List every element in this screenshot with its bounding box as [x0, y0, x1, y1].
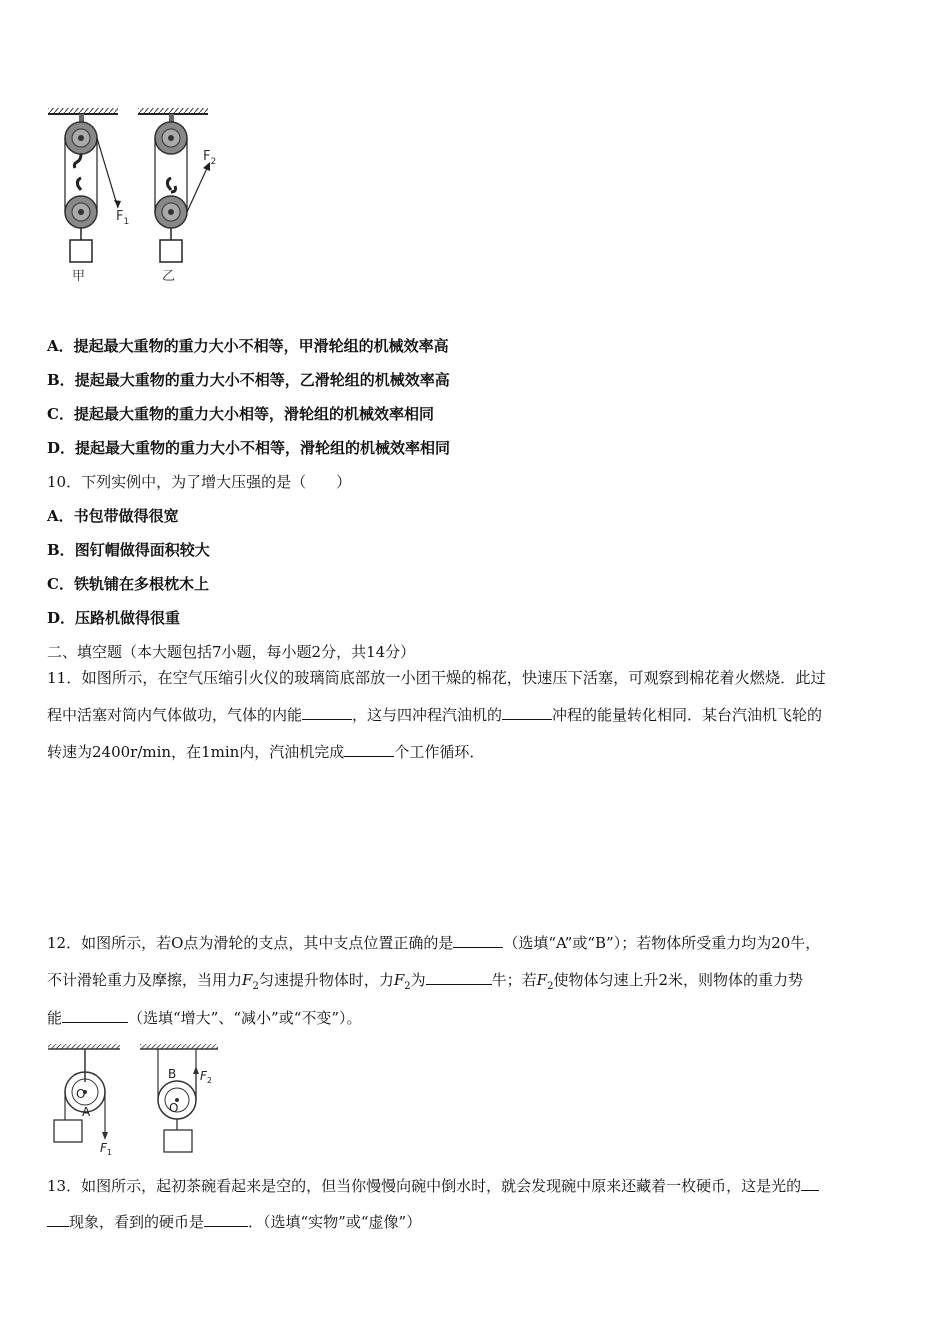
q13-blank-2[interactable] [204, 1212, 248, 1227]
movable-pulley-right [140, 1044, 218, 1152]
q11-blank-2[interactable] [502, 705, 552, 720]
q12-line-1: 12．如图所示，若O点为滑轮的支点，其中支点位置正确的是 （选填“A”或“B”）；若物体所受重力均为20牛， [47, 934, 821, 952]
q9-option-b: B．提起最大重物的重力大小不相等，乙滑轮组的机械效率高 [47, 371, 450, 389]
q12-blank-3[interactable] [62, 1008, 128, 1023]
q11-blank-3[interactable] [344, 742, 394, 757]
q13-line-2: 现象，看到的硬币是 ．（选填“实物”或“虚像”） [47, 1212, 421, 1232]
label-o-left: O [76, 1087, 86, 1101]
pulley-figure-2 [40, 1040, 240, 1160]
q13-line-1: 13．如图所示，起初茶碗看起来是空的，但当你慢慢向碗中倒水时，就会发现碗中原来还藏着一枚硬币，这是光的 [47, 1176, 819, 1196]
q9-option-d: D．提起最大重物的重力大小不相等，滑轮组的机械效率相同 [47, 439, 451, 457]
force-f1-label-fig2: $F_1$ [100, 1141, 112, 1157]
force-f2-label: $F_2$ [203, 149, 217, 167]
pulley-system-yi [155, 114, 216, 284]
fixed-pulley-left [48, 1044, 120, 1157]
pulley-figure-1 [40, 100, 240, 315]
q11-line-1: 11．如图所示，在空气压缩引火仪的玻璃筒底部放一小团干燥的棉花，快速压下活塞，可观察到棉花着火燃烧．此过 [47, 669, 826, 687]
label-o-right: O [169, 1101, 179, 1115]
ceiling-left [48, 108, 118, 114]
q9-option-a: A．提起最大重物的重力大小不相等，甲滑轮组的机械效率高 [47, 337, 449, 355]
section-2-heading: 二、填空题（本大题包括7小题，每小题2分，共14分） [47, 643, 416, 661]
q10-option-a: A．书包带做得很宽 [47, 507, 179, 525]
q12-line-2: 不计滑轮重力及摩擦，当用力$F_2$匀速提升物体时，力$F_2$为 牛；若$F_2$使物体匀速上升2米，则物体的重力势 [47, 971, 803, 992]
q12-blank-1[interactable] [453, 933, 503, 948]
q10-stem: 10．下列实例中，为了增大压强的是（ ） [47, 473, 352, 491]
q11-line-2: 程中活塞对筒内气体做功，气体的内能 ，这与四冲程汽油机的 冲程的能量转化相同．某台汽油机飞轮的 [47, 706, 823, 724]
q11-blank-1[interactable] [302, 705, 352, 720]
force-f2-label-fig2: $F_2$ [200, 1069, 212, 1085]
label-yi: 乙 [162, 269, 176, 284]
label-jia: 甲 [72, 269, 86, 284]
force-f1-label: $F_1$ [116, 209, 130, 227]
q13-blank-1b[interactable] [47, 1212, 69, 1227]
q11-line-3: 转速为2400r/min，在1min内，汽油机完成 个工作循环． [47, 743, 485, 761]
label-a: A [82, 1105, 91, 1119]
label-b: B [168, 1067, 177, 1081]
q10-option-b: B．图钉帽做得面积较大 [47, 541, 210, 559]
q12-blank-2[interactable] [426, 970, 492, 985]
ceiling-right [138, 108, 208, 114]
q10-option-c: C．铁轨铺在多根枕木上 [47, 575, 209, 593]
q9-option-c: C．提起最大重物的重力大小相等，滑轮组的机械效率相同 [47, 405, 434, 423]
q13-blank-1a[interactable] [801, 1176, 819, 1191]
pulley-system-jia [65, 114, 129, 284]
q12-line-3: 能 （选填“增大”、“减小”或“不变”）。 [47, 1009, 362, 1027]
q10-option-d: D．压路机做得很重 [47, 609, 181, 627]
